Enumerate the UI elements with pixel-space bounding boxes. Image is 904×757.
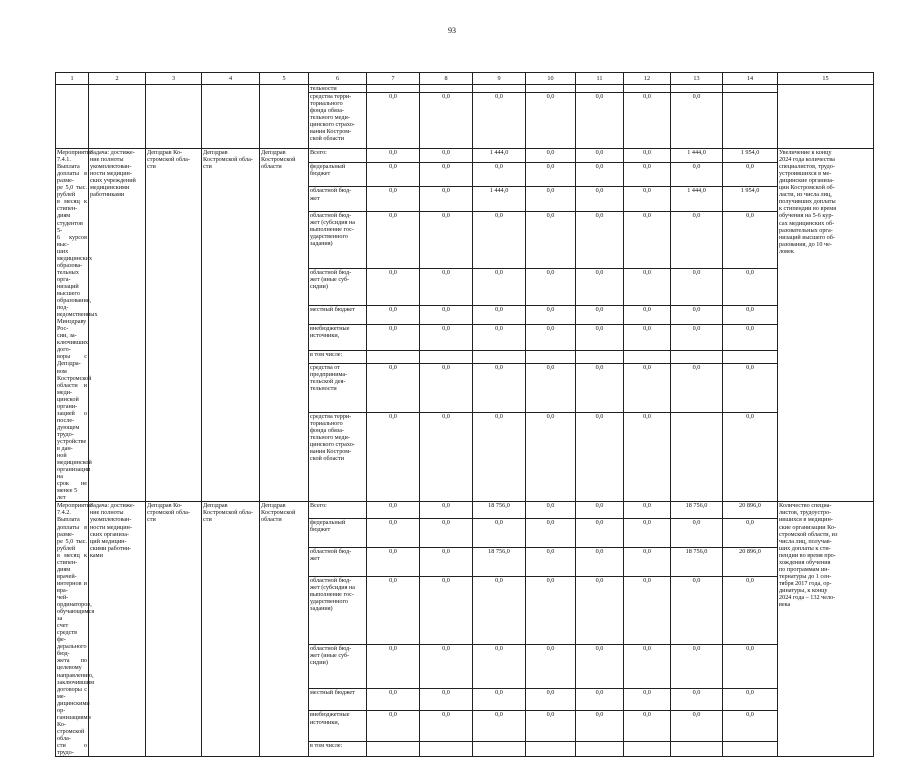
year-value-cell: 0,0 <box>420 363 473 412</box>
year-value-cell: 0,0 <box>671 211 723 269</box>
table-row <box>56 85 874 93</box>
empty-cell <box>146 85 202 149</box>
table-row <box>56 502 874 519</box>
year-value-cell: 0,0 <box>671 576 723 645</box>
year-value-cell: 0,0 <box>367 363 420 412</box>
year-value-cell: 0,0 <box>671 688 723 711</box>
year-value-cell: 0,0 <box>576 688 624 711</box>
year-value-cell: 0,0 <box>624 576 671 645</box>
year-value-cell: 0,0 <box>367 269 420 306</box>
year-value-cell: 0,0 <box>420 688 473 711</box>
year-value-cell: 0,0 <box>526 502 576 519</box>
year-value-cell: 20 896,0 <box>723 502 778 519</box>
year-value-cell <box>576 741 624 756</box>
year-value-cell: 0,0 <box>420 149 473 163</box>
year-value-cell: 0,0 <box>576 711 624 741</box>
funding-source-label: областной бюд- жет <box>309 187 367 211</box>
year-value-cell: 0,0 <box>367 163 420 187</box>
year-value-cell: 0,0 <box>671 325 723 351</box>
column-number-header: 2 <box>89 73 146 85</box>
year-value-cell: 0,0 <box>473 269 526 306</box>
year-value-cell: 0,0 <box>367 325 420 351</box>
year-value-cell: 18 756,0 <box>473 548 526 577</box>
column-number-header: 12 <box>624 73 671 85</box>
year-value-cell: 0,0 <box>526 363 576 412</box>
year-value-cell: 0,0 <box>671 93 723 149</box>
funding-source-label: внебюджетные источники, <box>309 325 367 351</box>
year-value-cell: 0,0 <box>367 576 420 645</box>
year-value-cell: 1 444,0 <box>473 187 526 211</box>
year-value-cell: 0,0 <box>473 645 526 689</box>
year-value-cell: 0,0 <box>367 645 420 689</box>
year-value-cell: 0,0 <box>367 548 420 577</box>
year-value-cell: 0,0 <box>576 149 624 163</box>
year-value-cell: 0,0 <box>526 211 576 269</box>
year-value-cell: 0,0 <box>624 325 671 351</box>
year-value-cell: 0,0 <box>367 688 420 711</box>
funding-source-label: Всего: <box>309 502 367 519</box>
year-value-cell: 0,0 <box>526 93 576 149</box>
year-value-cell <box>723 350 778 363</box>
year-value-cell: 0,0 <box>723 163 778 187</box>
year-value-cell: 0,0 <box>473 519 526 548</box>
funding-source-label: в том числе: <box>309 741 367 756</box>
year-value-cell: 0,0 <box>576 363 624 412</box>
year-value-cell: 0,0 <box>576 187 624 211</box>
year-value-cell: 0,0 <box>367 149 420 163</box>
year-value-cell: 0,0 <box>420 645 473 689</box>
year-value-cell: 0,0 <box>420 548 473 577</box>
funding-source-label: областной бюд- жет (субсидия на выполнение гос- ударственного задания) <box>309 211 367 269</box>
year-value-cell: 0,0 <box>473 163 526 187</box>
year-value-cell <box>624 85 671 93</box>
column-number-header: 11 <box>576 73 624 85</box>
year-value-cell: 0,0 <box>671 269 723 306</box>
year-value-cell <box>671 350 723 363</box>
year-value-cell <box>367 741 420 756</box>
year-value-cell: 0,0 <box>576 645 624 689</box>
year-value-cell: 0,0 <box>367 502 420 519</box>
year-value-cell <box>576 350 624 363</box>
year-value-cell: 0,0 <box>624 688 671 711</box>
year-value-cell: 0,0 <box>576 576 624 645</box>
year-value-cell <box>420 85 473 93</box>
column-number-header: 14 <box>723 73 778 85</box>
year-value-cell: 0,0 <box>723 711 778 741</box>
executor-cell: Депздрав Костромской обла- сти <box>202 502 260 757</box>
column-number-header: 10 <box>526 73 576 85</box>
year-value-cell: 0,0 <box>473 211 526 269</box>
year-value-cell <box>526 741 576 756</box>
year-value-cell: 0,0 <box>723 269 778 306</box>
budget-holder-cell: Депздрав Костромской области <box>260 149 309 502</box>
year-value-cell: 0,0 <box>576 519 624 548</box>
year-value-cell <box>367 350 420 363</box>
year-value-cell: 0,0 <box>420 502 473 519</box>
year-value-cell: 0,0 <box>576 548 624 577</box>
year-value-cell <box>624 741 671 756</box>
year-value-cell: 0,0 <box>723 211 778 269</box>
year-value-cell: 0,0 <box>624 502 671 519</box>
funding-source-label: областной бюд- жет <box>309 548 367 577</box>
year-value-cell <box>473 85 526 93</box>
empty-cell <box>89 85 146 149</box>
year-value-cell <box>671 741 723 756</box>
year-value-cell: 0,0 <box>420 163 473 187</box>
year-value-cell: 0,0 <box>420 306 473 325</box>
column-number-header: 6 <box>309 73 367 85</box>
year-value-cell: 0,0 <box>624 548 671 577</box>
year-value-cell: 0,0 <box>624 149 671 163</box>
funding-source-label: внебюджетные источники, <box>309 711 367 741</box>
year-value-cell: 0,0 <box>526 519 576 548</box>
year-value-cell: 0,0 <box>576 93 624 149</box>
funding-source-label: в том числе: <box>309 350 367 363</box>
task-cell: Задача: достиже- ние полноты укомплектован- ности медицин- ских организа- ций медицин- скими работни- ками <box>89 502 146 757</box>
year-value-cell: 0,0 <box>526 412 576 501</box>
year-value-cell: 0,0 <box>473 412 526 501</box>
year-value-cell: 1 444,0 <box>671 187 723 211</box>
year-value-cell: 0,0 <box>624 269 671 306</box>
year-value-cell: 0,0 <box>420 711 473 741</box>
column-number-header: 4 <box>202 73 260 85</box>
column-number-header: 13 <box>671 73 723 85</box>
year-value-cell: 0,0 <box>367 187 420 211</box>
year-value-cell: 0,0 <box>723 688 778 711</box>
coexecutor-cell: Депздрав Ко- стромской обла- сти <box>146 502 202 757</box>
year-value-cell: 0,0 <box>576 306 624 325</box>
year-value-cell: 18 756,0 <box>473 502 526 519</box>
funding-source-label: средства от предпринима- тельской дея- тельности <box>309 363 367 412</box>
year-value-cell: 0,0 <box>624 645 671 689</box>
year-value-cell: 0,0 <box>723 325 778 351</box>
funding-source-label: местный бюджет <box>309 688 367 711</box>
year-value-cell: 0,0 <box>576 269 624 306</box>
column-number-header: 15 <box>778 73 874 85</box>
year-value-cell: 0,0 <box>723 306 778 325</box>
year-value-cell: 0,0 <box>367 306 420 325</box>
budget-holder-cell: Депздрав Костромской области <box>260 502 309 757</box>
year-value-cell <box>624 350 671 363</box>
year-value-cell: 0,0 <box>526 269 576 306</box>
page-number: 93 <box>448 26 456 35</box>
year-value-cell: 0,0 <box>420 412 473 501</box>
measure-name: Мероприятие 7.4.1. Выплата доплаты в разме- ре 5,0 тыс. рублей в месяц к стипен- диям студентов 5- 6 курсов выс- ших медицинских образова- тельных орга- низаций высшего образования, под- ведомственных Минздраву Рос- сии, за- ключивших дого- воры с Депздра- вом Костромской области и меди- цинской органи- зацией о после- дующем трудо- устройстве в дан- ной медицинской организации на срок не менее 5 лет <box>57 149 98 502</box>
year-value-cell: 0,0 <box>576 211 624 269</box>
budget-table <box>55 72 874 757</box>
year-value-cell: 0,0 <box>671 363 723 412</box>
empty-cell <box>202 85 260 149</box>
year-value-cell: 0,0 <box>526 187 576 211</box>
year-value-cell <box>420 350 473 363</box>
column-number-header: 5 <box>260 73 309 85</box>
year-value-cell: 0,0 <box>367 211 420 269</box>
year-value-cell: 0,0 <box>420 269 473 306</box>
year-value-cell <box>723 93 778 149</box>
measure-name: Мероприятие 7.4.2. Выплата доплаты в разме- ре 5,0 тыс. рублей в месяц к стипен- диям врачей- интернов и вра- чей-ординаторов, обучающимся за счет средств фе- дерального бюд- жета по целевому направлению, заключившим договоры с ме- дицинскими ор- ганизациями Ко- стромской обла- сти о трудо- <box>57 502 95 757</box>
year-value-cell: 0,0 <box>723 363 778 412</box>
year-value-cell: 1 444,0 <box>671 149 723 163</box>
funding-source-label: федеральный бюджет <box>309 163 367 187</box>
year-value-cell <box>473 741 526 756</box>
expected-result: Количество специа- листов, трудоустро- ившихся в медицин- ские организации Ко- стромской области, из числа лиц, получав- ших доплаты к сти- пендии во время про- хождения обучения по программам ин- тернатуры до 1 сен- тября 2017 года, ор- динатуры, к концу 2024 года – 132 чело- века <box>778 502 874 757</box>
year-value-cell: 0,0 <box>367 519 420 548</box>
year-value-cell: 0,0 <box>526 163 576 187</box>
year-value-cell <box>723 85 778 93</box>
year-value-cell: 0,0 <box>526 576 576 645</box>
year-value-cell: 0,0 <box>624 211 671 269</box>
year-value-cell: 0,0 <box>723 519 778 548</box>
executor-cell: Депздрав Костромской обла- сти <box>202 149 260 502</box>
funding-source-label: областной бюд- жет (иные суб- сидии) <box>309 269 367 306</box>
column-number-header: 9 <box>473 73 526 85</box>
year-value-cell: 0,0 <box>473 711 526 741</box>
year-value-cell: 0,0 <box>671 711 723 741</box>
year-value-cell: 0,0 <box>576 325 624 351</box>
year-value-cell: 0,0 <box>671 519 723 548</box>
year-value-cell: 0,0 <box>367 412 420 501</box>
year-value-cell <box>576 85 624 93</box>
expected-result: Увеличение к концу 2024 года количества специалистов, трудо- устроившихся в ме- дицинские организа- ции Костромской об- ласти, из числа лиц, получивших доплаты к стипендии во время обучения на 5-6 кур- сах медицинских об- разовательных орга- низаций высшего об- разования, до 10 че- ловек <box>778 149 874 502</box>
year-value-cell: 0,0 <box>420 519 473 548</box>
year-value-cell <box>526 350 576 363</box>
funding-source-label: тельности <box>309 85 367 93</box>
year-value-cell: 0,0 <box>367 711 420 741</box>
year-value-cell: 0,0 <box>526 306 576 325</box>
coexecutor-cell: Депздрав Ко- стромской обла- сти <box>146 149 202 502</box>
year-value-cell: 18 756,0 <box>671 502 723 519</box>
column-number-row <box>56 73 874 85</box>
year-value-cell: 0,0 <box>671 645 723 689</box>
year-value-cell: 0,0 <box>526 711 576 741</box>
year-value-cell: 0,0 <box>624 711 671 741</box>
year-value-cell <box>671 85 723 93</box>
column-number-header: 8 <box>420 73 473 85</box>
year-value-cell: 0,0 <box>420 325 473 351</box>
year-value-cell: 0,0 <box>624 306 671 325</box>
year-value-cell: 0,0 <box>367 93 420 149</box>
result-cell <box>778 85 874 149</box>
funding-source-label: средства терри- ториального фонда обяза- тельного меди- цинского страхо- вания Костром- ской области <box>309 412 367 501</box>
year-value-cell: 0,0 <box>723 412 778 501</box>
table-row <box>56 149 874 163</box>
year-value-cell: 0,0 <box>420 187 473 211</box>
year-value-cell: 0,0 <box>420 576 473 645</box>
year-value-cell: 20 896,0 <box>723 548 778 577</box>
year-value-cell: 0,0 <box>420 211 473 269</box>
year-value-cell: 0,0 <box>723 576 778 645</box>
year-value-cell: 0,0 <box>624 412 671 501</box>
year-value-cell: 0,0 <box>526 688 576 711</box>
year-value-cell: 0,0 <box>624 187 671 211</box>
year-value-cell: 0,0 <box>624 93 671 149</box>
year-value-cell: 0,0 <box>420 93 473 149</box>
year-value-cell <box>671 412 723 501</box>
year-value-cell: 0,0 <box>576 502 624 519</box>
year-value-cell: 0,0 <box>526 548 576 577</box>
year-value-cell: 1 954,0 <box>723 187 778 211</box>
year-value-cell: 0,0 <box>473 688 526 711</box>
year-value-cell: 0,0 <box>473 93 526 149</box>
funding-source-label: Всего: <box>309 149 367 163</box>
year-value-cell: 0,0 <box>473 576 526 645</box>
year-value-cell: 0,0 <box>526 325 576 351</box>
year-value-cell: 0,0 <box>624 519 671 548</box>
year-value-cell: 0,0 <box>723 645 778 689</box>
year-value-cell: 0,0 <box>473 363 526 412</box>
funding-source-label: областной бюд- жет (субсидия на выполнение гос- ударственного задания) <box>309 576 367 645</box>
year-value-cell: 1 954,0 <box>723 149 778 163</box>
funding-source-label: федеральный бюджет <box>309 519 367 548</box>
funding-source-label: областной бюд- жет (иные суб- сидии) <box>309 645 367 689</box>
column-number-header: 1 <box>56 73 89 85</box>
year-value-cell: 0,0 <box>526 645 576 689</box>
year-value-cell: 0,0 <box>624 163 671 187</box>
year-value-cell: 0,0 <box>576 412 624 501</box>
column-number-header: 7 <box>367 73 420 85</box>
column-number-header: 3 <box>146 73 202 85</box>
year-value-cell: 18 756,0 <box>671 548 723 577</box>
year-value-cell <box>473 350 526 363</box>
funding-source-label: местный бюджет <box>309 306 367 325</box>
year-value-cell: 1 444,0 <box>473 149 526 163</box>
task-cell: Задача: достиже- ние полноты укомплектован- ности медицин- ских учреждений медицинскими работниками <box>89 149 146 502</box>
year-value-cell: 0,0 <box>473 306 526 325</box>
empty-cell <box>260 85 309 149</box>
year-value-cell: 0,0 <box>624 363 671 412</box>
year-value-cell: 0,0 <box>473 325 526 351</box>
empty-cell <box>56 85 89 149</box>
year-value-cell <box>367 85 420 93</box>
year-value-cell <box>526 85 576 93</box>
year-value-cell: 0,0 <box>671 163 723 187</box>
funding-source-label: средства терри- ториального фонда обяза- тельного меди- цинского страхо- вания Костром- ской области <box>309 93 367 149</box>
year-value-cell: 0,0 <box>671 306 723 325</box>
year-value-cell: 0,0 <box>576 163 624 187</box>
year-value-cell <box>420 741 473 756</box>
year-value-cell: 0,0 <box>526 149 576 163</box>
year-value-cell <box>723 741 778 756</box>
